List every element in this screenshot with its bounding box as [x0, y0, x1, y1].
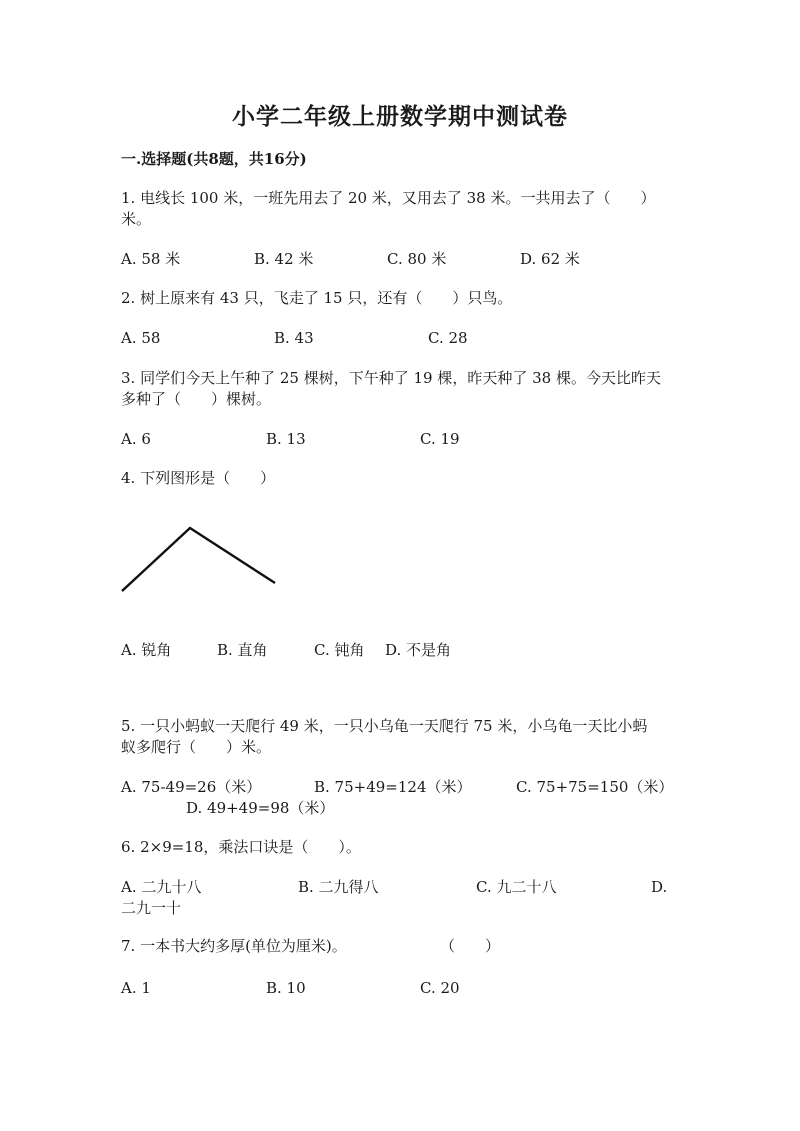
question-4-option-a[interactable]: A. 锐角: [121, 641, 172, 659]
question-1-text-cont: 米。: [121, 210, 152, 228]
question-5-option-b[interactable]: B. 75+49=124（米）: [314, 778, 472, 796]
question-7-option-b[interactable]: B. 10: [266, 979, 306, 997]
question-6-option-c[interactable]: C. 九二十八: [476, 878, 557, 896]
question-6-option-d-label[interactable]: D.: [651, 878, 668, 896]
question-3-option-b[interactable]: B. 13: [266, 430, 306, 448]
question-5-text-cont: 蚁多爬行（ ）米。: [121, 738, 272, 756]
question-5-option-c[interactable]: C. 75+75=150（米）: [516, 778, 674, 796]
question-7-text: 7. 一本书大约多厚(单位为厘米)。: [121, 937, 347, 955]
question-4-option-c[interactable]: C. 钝角: [314, 641, 365, 659]
question-5-option-d[interactable]: D. 49+49=98（米）: [186, 799, 335, 817]
question-7-option-c[interactable]: C. 20: [420, 979, 460, 997]
question-2-option-c[interactable]: C. 28: [428, 329, 468, 347]
question-1-option-a[interactable]: A. 58 米: [121, 250, 181, 268]
question-5-text: 5. 一只小蚂蚁一天爬行 49 米，一只小乌龟一天爬行 75 米，小乌龟一天比小蚂: [121, 717, 648, 735]
question-4-option-b[interactable]: B. 直角: [217, 641, 268, 659]
question-2-option-b[interactable]: B. 43: [274, 329, 314, 347]
angle-figure: [110, 515, 290, 605]
question-6-option-d-text[interactable]: 二九一十: [121, 899, 182, 917]
question-1-option-c[interactable]: C. 80 米: [387, 250, 447, 268]
angle-lines: [122, 528, 275, 591]
question-3-text-cont: 多种了（ ）棵树。: [121, 390, 272, 408]
question-7-answer-blank[interactable]: （ ）: [440, 937, 501, 955]
question-5-option-a[interactable]: A. 75-49=26（米）: [121, 778, 262, 796]
question-1-option-d[interactable]: D. 62 米: [520, 250, 580, 268]
question-7-option-a[interactable]: A. 1: [121, 979, 151, 997]
question-6-option-b[interactable]: B. 二九得八: [298, 878, 379, 896]
question-6-option-a[interactable]: A. 二九十八: [121, 878, 202, 896]
question-2-option-a[interactable]: A. 58: [121, 329, 161, 347]
question-2-text: 2. 树上原来有 43 只，飞走了 15 只，还有（ ）只鸟。: [121, 289, 513, 307]
question-4-text: 4. 下列图形是（ ）: [121, 469, 276, 487]
question-1-option-b[interactable]: B. 42 米: [254, 250, 314, 268]
question-4-option-d[interactable]: D. 不是角: [385, 641, 452, 659]
question-3-option-c[interactable]: C. 19: [420, 430, 460, 448]
question-6-text: 6. 2×9=18，乘法口诀是（ ）。: [121, 838, 361, 856]
question-1-text: 1. 电线长 100 米，一班先用去了 20 米，又用去了 38 米。一共用去了（ ）: [121, 189, 656, 207]
question-3-text: 3. 同学们今天上午种了 25 棵树，下午种了 19 棵，昨天种了 38 棵。今天比昨天: [121, 369, 661, 387]
page-title: 小学二年级上册数学期中测试卷: [232, 103, 568, 130]
question-3-option-a[interactable]: A. 6: [121, 430, 151, 448]
section-heading: 一.选择题(共8题，共16分): [121, 150, 307, 168]
